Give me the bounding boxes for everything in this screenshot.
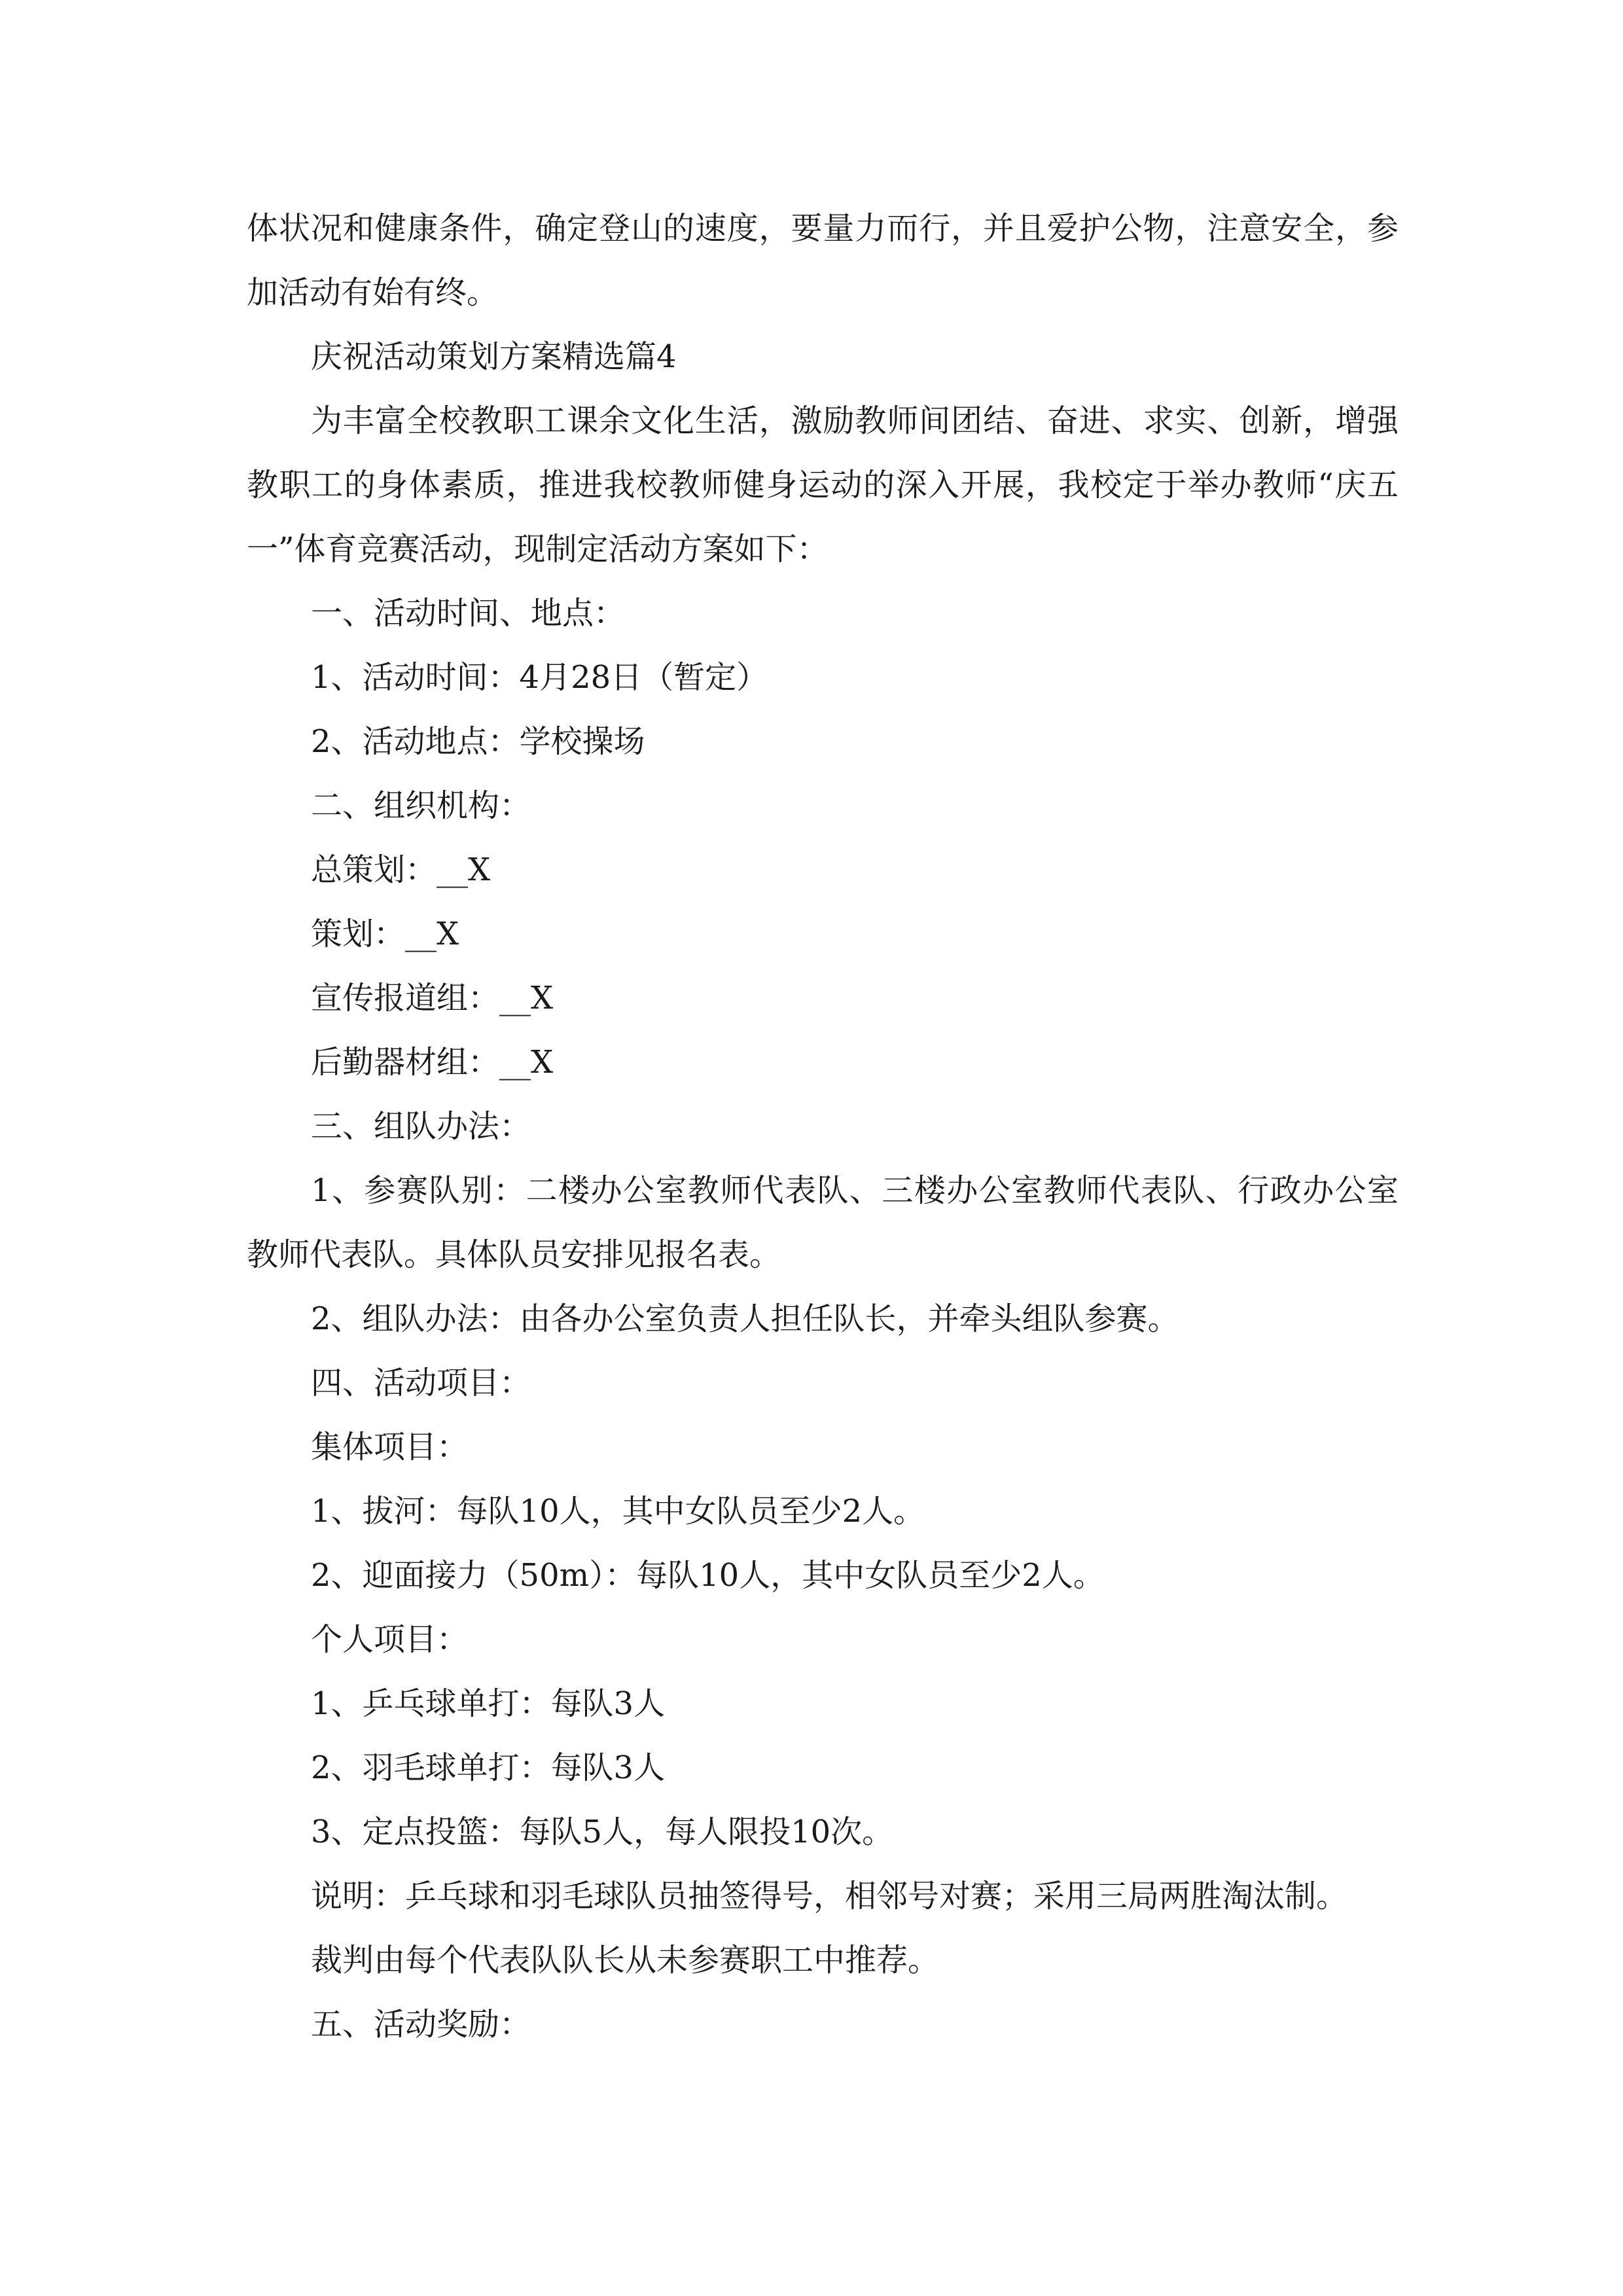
section-heading: 一、活动时间、地点： <box>311 595 626 632</box>
list-item: 1、乒乓球单打：每队3人 <box>311 1685 666 1722</box>
subheading: 个人项目： <box>311 1621 469 1658</box>
list-item: 3、定点投篮：每队5人，每人限投10次。 <box>311 1814 894 1850</box>
list-item: 1、活动时间：4月28日（暂定） <box>311 659 768 696</box>
list-item: 2、羽毛球单打：每队3人 <box>311 1749 666 1786</box>
list-item: 2、迎面接力（50m）：每队10人，其中女队员至少2人。 <box>311 1557 1105 1594</box>
paragraph: 体状况和健康条件，确定登山的速度，要量力而行，并且爱护公物，注意安全，参加活动有始有终。 <box>247 210 1399 311</box>
list-item: 总策划：__X <box>311 852 491 888</box>
list-item: 2、活动地点：学校操场 <box>311 723 645 760</box>
note: 裁判由每个代表队队长从未参赛职工中推荐。 <box>311 1942 940 1979</box>
section-title: 庆祝活动策划方案精选篇4 <box>311 338 677 375</box>
section-heading: 三、组队办法： <box>311 1108 531 1145</box>
list-item: 后勤器材组：__X <box>311 1044 554 1081</box>
subheading: 集体项目： <box>311 1429 469 1465</box>
list-item: 宣传报道组：__X <box>311 980 554 1016</box>
list-item: 1、参赛队别：二楼办公室教师代表队、三楼办公室教师代表队、行政办公室教师代表队。具体队员安排见报名表。 <box>247 1172 1399 1273</box>
section-heading: 五、活动奖励： <box>311 2006 531 2043</box>
list-item: 2、组队办法：由各办公室负责人担任队长，并牵头组队参赛。 <box>311 1300 1179 1337</box>
section-heading: 四、活动项目： <box>311 1365 531 1401</box>
paragraph: 为丰富全校教职工课余文化生活，激励教师间团结、奋进、求实、创新，增强教职工的身体素质，推进我校教师健身运动的深入开展，我校定于举办教师“庆五一”体育竞赛活动，现制定活动方案如下： <box>247 403 1399 567</box>
note: 说明：乒乓球和羽毛球队员抽签得号，相邻号对赛；采用三局两胜淘汰制。 <box>311 1878 1348 1914</box>
list-item: 策划：__X <box>311 916 459 952</box>
document-body <box>247 196 1399 2056</box>
list-item: 1、拔河：每队10人，其中女队员至少2人。 <box>311 1493 925 1530</box>
section-heading: 二、组织机构： <box>311 787 531 824</box>
